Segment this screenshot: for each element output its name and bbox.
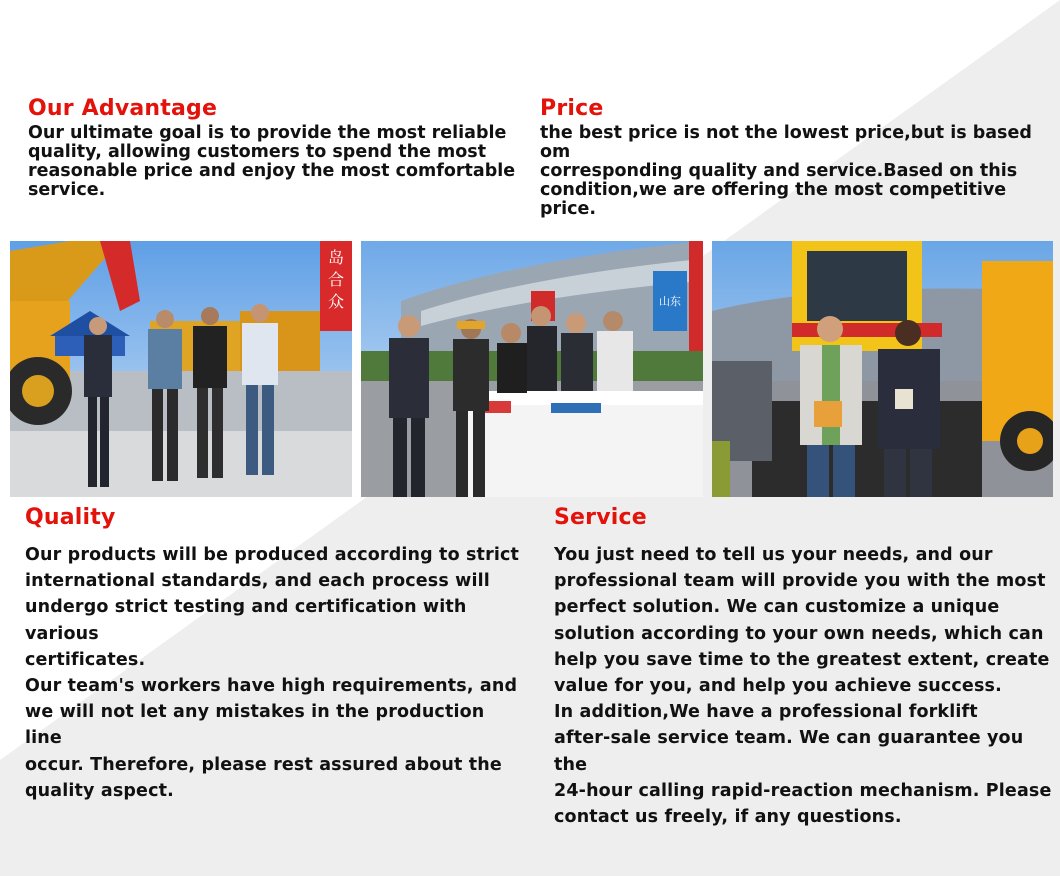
quality-heading: Quality — [25, 505, 116, 530]
banner-char-1: 岛 — [327, 248, 345, 267]
price-section — [540, 97, 1055, 219]
price-text: the best price is not the lowest price,but is based om corresponding quality and service.Based on this condition,we are offering the most competitive price. — [540, 123, 1032, 219]
banner-char-3: 众 — [327, 292, 345, 311]
service-section — [554, 506, 1054, 830]
quality-section — [25, 506, 525, 804]
advantage-heading: Our Advantage — [28, 96, 218, 121]
advantage-section — [28, 97, 528, 200]
quality-text: Our products will be produced according to strict international standards, and each process will undergo strict testing and certification with various certificates. Our team's workers have high requirements, and we will not let any mistakes in the production line occur. Therefore, please rest assured about the quality aspect. — [25, 545, 520, 801]
advantage-text: Our ultimate goal is to provide the most reliable quality, allowing customers to spend the most reasonable price and enjoy the most comfortable service. — [28, 123, 516, 200]
service-heading: Service — [554, 505, 647, 530]
banner-char-2: 合 — [327, 270, 345, 289]
service-text: You just need to tell us your needs, and our professional team will provide you with the most perfect solution. We can customize a unique solution according to your own needs, which can help you save time to the greatest extent, create value for you, and help you achieve success. In addition,We have a professional forklift after-sale service team. We can guarantee you the 24-hour calling rapid-reaction mechanism. Please contact us freely, if any questions. — [554, 545, 1052, 828]
exhibition-photo-1 — [10, 241, 352, 497]
exhibition-photo-2 — [361, 241, 703, 497]
price-heading: Price — [540, 96, 604, 121]
exhibition-photo-3 — [712, 241, 1053, 497]
banner-text: 山东 — [659, 295, 681, 308]
